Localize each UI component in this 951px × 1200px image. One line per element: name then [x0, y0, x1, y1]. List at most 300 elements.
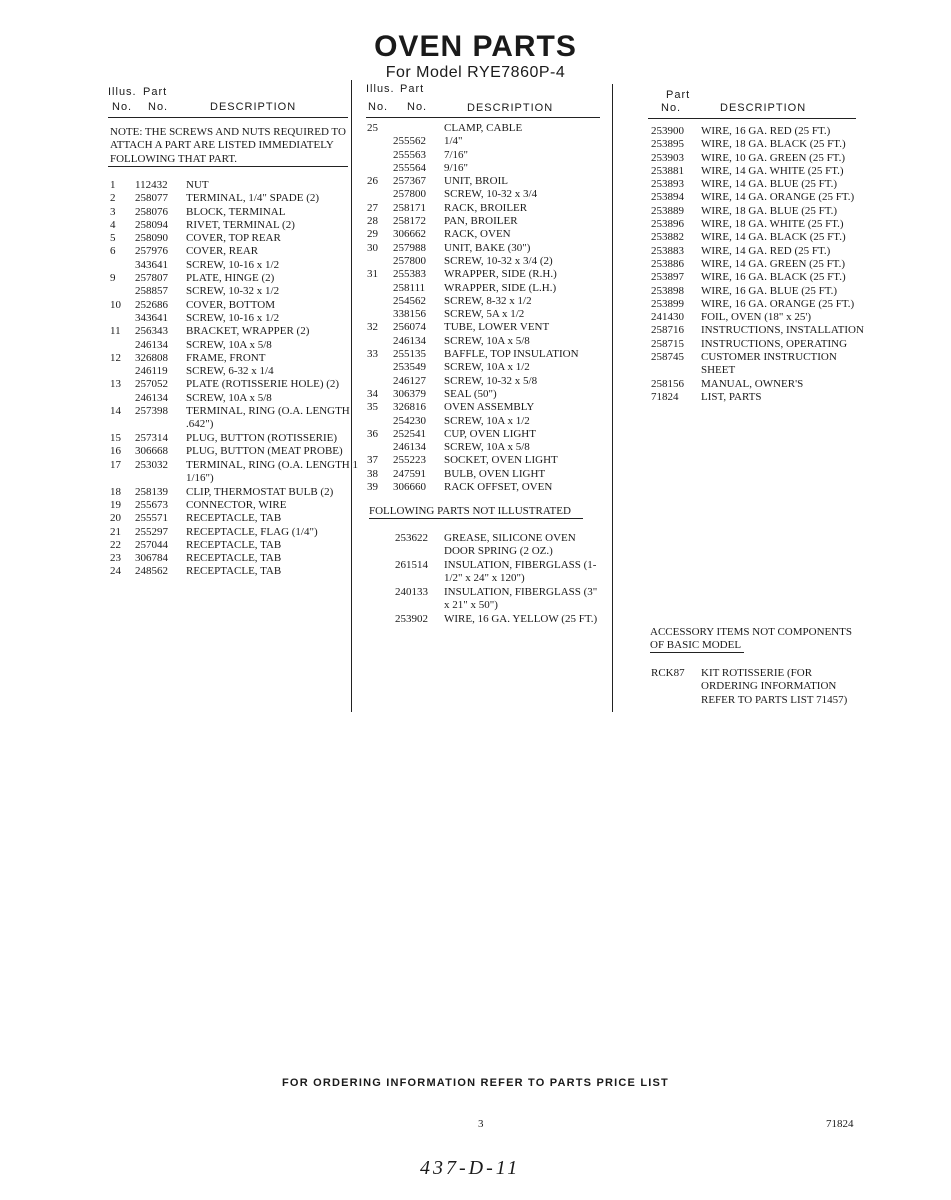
- col2-header-rule: [366, 117, 600, 118]
- part-row: [110, 192, 348, 205]
- part-row: [367, 586, 607, 613]
- handwritten-code: 437-D-11: [420, 1157, 521, 1179]
- part-number: 258076: [135, 205, 168, 218]
- part-number: 257807: [135, 272, 168, 285]
- part-row: [367, 228, 607, 241]
- part-number: 257044: [135, 538, 168, 551]
- part-row: [110, 299, 348, 312]
- part-number: 112432: [135, 179, 168, 191]
- part-number: 253894: [651, 191, 684, 204]
- illus-number: 4: [110, 218, 116, 231]
- part-description: 9/16": [444, 161, 469, 174]
- part-number: 255571: [135, 512, 168, 525]
- part-row: [367, 202, 607, 215]
- part-number: 253622: [395, 532, 428, 544]
- part-description: SCREW, 8-32 x 1/2: [444, 294, 532, 307]
- part-number: 326808: [135, 351, 168, 364]
- illus-number: 17: [110, 458, 121, 471]
- part-number: 255563: [393, 148, 426, 161]
- part-number: 253898: [651, 284, 684, 297]
- part-number: 253893: [651, 178, 684, 191]
- part-description: RACK, BROILER: [444, 201, 528, 214]
- document-number: 71824: [826, 1118, 854, 1130]
- part-description: WIRE, 14 GA. GREEN (25 FT.): [701, 257, 845, 270]
- part-row: [367, 388, 607, 401]
- part-row: [367, 468, 607, 481]
- col1-header-part: Part: [143, 86, 168, 98]
- illus-number: 14: [110, 405, 121, 418]
- illus-number: 18: [110, 485, 121, 498]
- col3-header-no: No.: [661, 102, 682, 114]
- part-description: INSTRUCTIONS, OPERATING: [701, 337, 848, 350]
- part-description: WRAPPER, SIDE (L.H.): [444, 281, 557, 294]
- part-description: SCREW, 10-32 x 1/2: [186, 285, 280, 298]
- part-description: CUSTOMER INSTRUCTION SHEET: [701, 351, 837, 377]
- part-row: [110, 365, 348, 378]
- illus-number: 31: [367, 268, 378, 281]
- part-number: 246134: [135, 391, 168, 404]
- illus-number: 28: [367, 215, 378, 228]
- part-row: [367, 335, 607, 348]
- part-row: [367, 532, 607, 559]
- illus-number: 39: [367, 481, 378, 494]
- part-number: 253903: [651, 151, 684, 164]
- part-row: [367, 481, 607, 494]
- part-description: CLIP, THERMOSTAT BULB (2): [186, 485, 334, 498]
- part-number: 343641: [135, 258, 168, 271]
- part-number: 253032: [135, 458, 168, 471]
- part-row: [110, 259, 348, 272]
- illus-number: 32: [367, 321, 378, 334]
- part-description: WIRE, 10 GA. GREEN (25 FT.): [701, 151, 845, 164]
- part-description: NUT: [186, 179, 209, 191]
- part-row: [367, 401, 607, 414]
- col2-header-illus: Illus.: [366, 83, 395, 95]
- part-description: SCREW, 10-16 x 1/2: [186, 311, 280, 324]
- part-number: 257988: [393, 241, 426, 254]
- part-description: SCREW, 10A x 1/2: [444, 361, 530, 374]
- part-number: 306379: [393, 387, 426, 400]
- col2-header-part: Part: [400, 83, 425, 95]
- part-number: 253895: [651, 138, 684, 151]
- part-description: SEAL (50"): [444, 387, 497, 400]
- part-row: [110, 565, 348, 578]
- part-description: COVER, TOP REAR: [186, 232, 281, 245]
- part-row: [651, 285, 866, 298]
- part-row: [651, 338, 866, 351]
- part-number: 253896: [651, 218, 684, 231]
- part-description: INSTRUCTIONS, INSTALLATION: [701, 324, 864, 337]
- part-row: [651, 178, 866, 191]
- illus-number: 1: [110, 179, 116, 191]
- page-title: OVEN PARTS: [374, 30, 577, 63]
- part-description: WIRE, 16 GA. YELLOW (25 FT.): [444, 613, 598, 625]
- part-row: [367, 321, 607, 334]
- part-row: [367, 428, 607, 441]
- part-row: [110, 179, 348, 192]
- part-number: 246127: [393, 374, 426, 387]
- part-description: INSULATION, FIBERGLASS (1-1/2" x 24" x 120"): [444, 559, 597, 585]
- part-number: 258090: [135, 232, 168, 245]
- part-description: WIRE, 16 GA. RED (25 FT.): [701, 125, 831, 137]
- part-row: [110, 526, 348, 539]
- part-number: 255673: [135, 498, 168, 511]
- part-description: KIT ROTISSERIE (FOR ORDERING INFORMATION REFER TO PARTS LIST 71457): [701, 667, 848, 706]
- part-row: [110, 206, 348, 219]
- part-description: SCREW, 10A x 5/8: [444, 441, 530, 454]
- not-illustrated-list: [367, 532, 607, 626]
- part-description: TERMINAL, RING (O.A. LENGTH .642"): [186, 405, 350, 431]
- part-description: TUBE, LOWER VENT: [444, 321, 550, 334]
- part-description: BRACKET, WRAPPER (2): [186, 325, 310, 338]
- part-description: WRAPPER, SIDE (R.H.): [444, 268, 557, 281]
- part-number: 253889: [651, 204, 684, 217]
- part-number: 246134: [393, 334, 426, 347]
- part-row: [110, 339, 348, 352]
- illus-number: 30: [367, 241, 378, 254]
- col2-parts-list: [367, 122, 607, 494]
- part-description: SCREW, 6-32 x 1/4: [186, 365, 274, 378]
- part-row: [110, 486, 348, 499]
- part-row: [110, 512, 348, 525]
- part-row: [110, 539, 348, 552]
- part-description: WIRE, 14 GA. ORANGE (25 FT.): [701, 191, 855, 204]
- part-description: SOCKET, OVEN LIGHT: [444, 454, 558, 467]
- col2-header-no1: No.: [368, 101, 389, 113]
- part-description: INSULATION, FIBERGLASS (3" x 21" x 50"): [444, 586, 598, 612]
- part-description: RACK, OVEN: [444, 228, 511, 241]
- part-row: [367, 348, 607, 361]
- part-description: WIRE, 18 GA. WHITE (25 FT.): [701, 218, 844, 231]
- illus-number: 33: [367, 348, 378, 361]
- part-description: WIRE, 16 GA. ORANGE (25 FT.): [701, 297, 855, 310]
- illus-number: 27: [367, 201, 378, 214]
- part-row: [651, 298, 866, 311]
- part-row: [110, 352, 348, 365]
- part-number: 246134: [393, 441, 426, 454]
- col1-header-rule: [108, 117, 348, 118]
- part-number: 255564: [393, 161, 426, 174]
- illus-number: 25: [367, 122, 378, 134]
- part-description: PLATE (ROTISSERIE HOLE) (2): [186, 378, 340, 391]
- part-description: PLUG, BUTTON (MEAT PROBE): [186, 445, 343, 458]
- part-description: WIRE, 14 GA. BLACK (25 FT.): [701, 231, 846, 244]
- part-number: 255135: [393, 348, 426, 361]
- part-description: WIRE, 14 GA. RED (25 FT.): [701, 244, 831, 257]
- part-number: 253900: [651, 125, 684, 137]
- part-number: 338156: [393, 308, 426, 321]
- part-number: 261514: [395, 559, 428, 571]
- part-row: [651, 351, 866, 378]
- part-row: [651, 258, 866, 271]
- part-row: [110, 392, 348, 405]
- not-illustrated-rule: [369, 518, 583, 519]
- illus-number: 38: [367, 467, 378, 480]
- part-row: [367, 135, 607, 148]
- col1-parts-list: [110, 179, 359, 579]
- part-description: TERMINAL, RING (O.A. LENGTH 1 1/16"): [186, 458, 359, 484]
- illus-number: 29: [367, 228, 378, 241]
- part-description: WIRE, 18 GA. BLUE (25 FT.): [701, 204, 838, 217]
- part-row: [110, 378, 348, 391]
- illus-number: 5: [110, 232, 116, 245]
- note-rule: [108, 166, 348, 167]
- part-row: [367, 454, 607, 467]
- part-number: 258857: [135, 285, 168, 298]
- part-description: FOIL, OVEN (18" x 25'): [701, 311, 812, 324]
- part-row: [110, 325, 348, 338]
- part-row: [651, 165, 866, 178]
- part-number: 253882: [651, 231, 684, 244]
- part-row: [367, 441, 607, 454]
- illus-number: 10: [110, 298, 121, 311]
- illus-number: 15: [110, 432, 121, 445]
- part-number: 255383: [393, 268, 426, 281]
- part-number: 257398: [135, 405, 168, 418]
- part-number: 257800: [393, 254, 426, 267]
- part-description: PLATE, HINGE (2): [186, 272, 275, 285]
- part-row: [651, 191, 866, 204]
- illus-number: 13: [110, 378, 121, 391]
- part-number: 246134: [135, 338, 168, 351]
- col2-header-no2: No.: [407, 101, 428, 113]
- part-description: GREASE, SILICONE OVEN DOOR SPRING (2 OZ.): [444, 532, 576, 558]
- part-number: 258156: [651, 378, 684, 391]
- part-number: 253899: [651, 297, 684, 310]
- part-description: 1/4": [444, 135, 463, 148]
- part-row: [367, 149, 607, 162]
- part-description: SCREW, 10-32 x 5/8: [444, 374, 538, 387]
- part-row: [367, 215, 607, 228]
- part-description: SCREW, 10A x 5/8: [186, 338, 272, 351]
- part-description: SCREW, 10A x 5/8: [444, 334, 530, 347]
- part-number: 258077: [135, 192, 168, 205]
- part-description: CLAMP, CABLE: [444, 122, 523, 134]
- col1-header-illus: Illus.: [108, 86, 137, 98]
- page-number: 3: [478, 1118, 484, 1130]
- part-number: 71824: [651, 391, 679, 404]
- part-description: UNIT, BROIL: [444, 175, 508, 188]
- part-description: OVEN ASSEMBLY: [444, 401, 535, 414]
- part-row: [651, 218, 866, 231]
- part-description: RECEPTACLE, FLAG (1/4"): [186, 525, 318, 538]
- part-row: [110, 552, 348, 565]
- part-description: BAFFLE, TOP INSULATION: [444, 348, 579, 361]
- part-number: 241430: [651, 311, 684, 324]
- part-description: FRAME, FRONT: [186, 351, 266, 364]
- accessory-heading: ACCESSORY ITEMS NOT COMPONENTS OF BASIC MODEL: [650, 626, 853, 652]
- part-description: RECEPTACLE, TAB: [186, 565, 282, 578]
- part-row: [110, 432, 348, 445]
- part-description: SCREW, 10A x 5/8: [186, 391, 272, 404]
- part-row: [367, 415, 607, 428]
- part-row: [110, 272, 348, 285]
- illus-number: 21: [110, 525, 121, 538]
- part-description: WIRE, 14 GA. WHITE (25 FT.): [701, 164, 844, 177]
- part-number: 246119: [135, 365, 168, 378]
- part-number: 254230: [393, 414, 426, 427]
- part-description: RIVET, TERMINAL (2): [186, 218, 295, 231]
- part-row: [110, 219, 348, 232]
- part-description: SCREW, 10-32 x 3/4: [444, 188, 538, 201]
- part-number: 257367: [393, 175, 426, 188]
- illus-number: 9: [110, 272, 116, 285]
- part-row: [367, 255, 607, 268]
- part-number: 306668: [135, 445, 168, 458]
- part-description: LIST, PARTS: [701, 391, 762, 404]
- part-description: SCREW, 10A x 1/2: [444, 414, 530, 427]
- part-row: [367, 122, 607, 135]
- part-number: 258715: [651, 337, 684, 350]
- col1-header-no1: No.: [112, 101, 133, 113]
- part-row: [651, 391, 866, 404]
- illus-number: 12: [110, 351, 121, 364]
- part-row: [651, 271, 866, 284]
- part-row: [110, 445, 348, 458]
- part-description: 7/16": [444, 148, 469, 161]
- part-row: [651, 311, 866, 324]
- illus-number: 6: [110, 245, 116, 258]
- part-number: 326816: [393, 401, 426, 414]
- part-row: [110, 499, 348, 512]
- part-number: 258171: [393, 201, 426, 214]
- part-row: [651, 245, 866, 258]
- part-number: 253549: [393, 361, 426, 374]
- part-row: [367, 188, 607, 201]
- accessory-list: [651, 667, 866, 707]
- part-description: RACK OFFSET, OVEN: [444, 481, 553, 494]
- illus-number: 34: [367, 387, 378, 400]
- illus-number: 36: [367, 427, 378, 440]
- col3-parts-list: [651, 125, 866, 405]
- part-description: MANUAL, OWNER'S: [701, 378, 804, 391]
- part-number: 256343: [135, 325, 168, 338]
- illus-number: 2: [110, 192, 116, 205]
- part-row: [110, 312, 348, 325]
- part-number: 258111: [393, 281, 426, 294]
- part-number: 257976: [135, 245, 168, 258]
- part-number: 258094: [135, 218, 168, 231]
- part-row: [651, 138, 866, 151]
- part-row: [367, 268, 607, 281]
- part-description: SCREW, 10-16 x 1/2: [186, 258, 280, 271]
- part-row: [367, 375, 607, 388]
- part-description: SCREW, 10-32 x 3/4 (2): [444, 254, 553, 267]
- illus-number: 20: [110, 512, 121, 525]
- part-row: [367, 242, 607, 255]
- illus-number: 3: [110, 205, 116, 218]
- illus-number: 26: [367, 175, 378, 188]
- part-number: 252686: [135, 298, 168, 311]
- part-row: [367, 162, 607, 175]
- part-description: PAN, BROILER: [444, 215, 518, 228]
- illus-number: 11: [110, 325, 121, 338]
- part-description: PLUG, BUTTON (ROTISSERIE): [186, 432, 338, 445]
- col1-header-no2: No.: [148, 101, 169, 113]
- part-number: 306662: [393, 228, 426, 241]
- part-number: 258745: [651, 351, 684, 364]
- part-number: 256074: [393, 321, 426, 334]
- part-row: [367, 559, 607, 586]
- part-number: 240133: [395, 586, 428, 598]
- part-description: CUP, OVEN LIGHT: [444, 427, 536, 440]
- part-description: WIRE, 14 GA. BLUE (25 FT.): [701, 178, 838, 191]
- part-row: [651, 324, 866, 337]
- part-number: 253883: [651, 244, 684, 257]
- part-number: 258716: [651, 324, 684, 337]
- part-number: 258172: [393, 215, 426, 228]
- part-number: 306660: [393, 481, 426, 494]
- part-row: [110, 405, 348, 432]
- part-description: BULB, OVEN LIGHT: [444, 467, 546, 480]
- col3-header-desc: DESCRIPTION: [720, 102, 807, 114]
- part-number: RCK87: [651, 667, 685, 679]
- illus-number: 23: [110, 552, 121, 565]
- part-number: 343641: [135, 311, 168, 324]
- part-description: WIRE, 18 GA. BLACK (25 FT.): [701, 138, 846, 151]
- part-row: [110, 232, 348, 245]
- screws-note: NOTE: THE SCREWS AND NUTS REQUIRED TO ATTACH A PART ARE LISTED IMMEDIATELY FOLLOWING THAT PART.: [110, 126, 346, 165]
- part-number: 253881: [651, 164, 684, 177]
- illus-number: 37: [367, 454, 378, 467]
- part-description: RECEPTACLE, TAB: [186, 552, 282, 565]
- part-row: [367, 295, 607, 308]
- part-number: 248562: [135, 565, 168, 578]
- part-number: 253902: [395, 613, 428, 625]
- part-description: TERMINAL, 1/4" SPADE (2): [186, 192, 320, 205]
- part-number: 255562: [393, 135, 426, 148]
- part-number: 257052: [135, 378, 168, 391]
- part-number: 255223: [393, 454, 426, 467]
- part-number: 257314: [135, 432, 168, 445]
- part-row: [651, 378, 866, 391]
- model-subtitle: For Model RYE7860P-4: [385, 64, 566, 81]
- col2-header-desc: DESCRIPTION: [467, 102, 554, 114]
- part-number: 254562: [393, 294, 426, 307]
- part-description: RECEPTACLE, TAB: [186, 538, 282, 551]
- illus-number: 24: [110, 565, 121, 578]
- part-row: [367, 175, 607, 188]
- part-description: BLOCK, TERMINAL: [186, 205, 286, 218]
- part-row: [367, 361, 607, 374]
- accessory-rule: [650, 652, 744, 653]
- part-row: [651, 205, 866, 218]
- part-description: COVER, BOTTOM: [186, 298, 276, 311]
- part-row: [367, 282, 607, 295]
- part-number: 257800: [393, 188, 426, 201]
- part-number: 247591: [393, 467, 426, 480]
- part-description: WIRE, 16 GA. BLACK (25 FT.): [701, 271, 846, 284]
- part-row: [651, 125, 866, 138]
- illus-number: 19: [110, 498, 121, 511]
- not-illustrated-heading: FOLLOWING PARTS NOT ILLUSTRATED: [369, 505, 571, 517]
- col3-header-rule: [648, 118, 856, 119]
- ordering-info-footer: FOR ORDERING INFORMATION REFER TO PARTS PRICE LIST: [282, 1077, 669, 1089]
- part-row: [651, 667, 866, 707]
- part-number: 258139: [135, 485, 168, 498]
- part-description: RECEPTACLE, TAB: [186, 512, 282, 525]
- part-description: COVER, REAR: [186, 245, 259, 258]
- part-description: CONNECTOR, WIRE: [186, 498, 287, 511]
- illus-number: 16: [110, 445, 121, 458]
- illus-number: 35: [367, 401, 378, 414]
- part-row: [110, 245, 348, 258]
- part-number: 252541: [393, 427, 426, 440]
- part-row: [367, 613, 607, 626]
- part-number: 253886: [651, 257, 684, 270]
- part-number: 255297: [135, 525, 168, 538]
- part-row: [110, 285, 348, 298]
